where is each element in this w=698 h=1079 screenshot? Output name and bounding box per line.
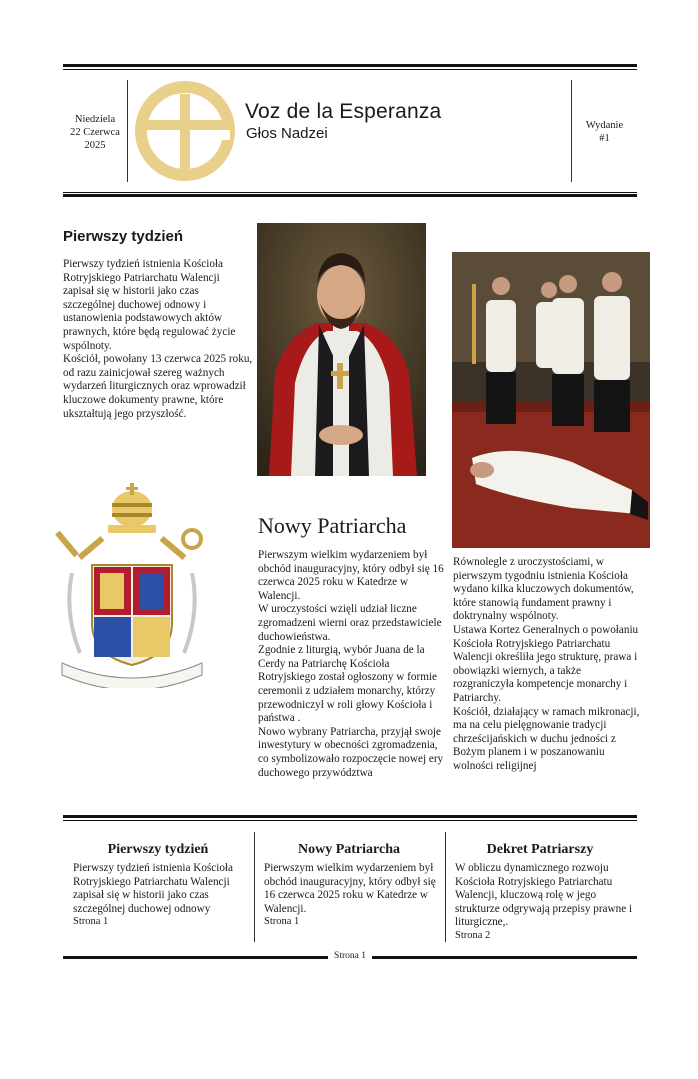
masthead-date	[63, 113, 127, 152]
summary-top-rule-thick	[63, 815, 637, 818]
edition-number: #1	[599, 133, 610, 144]
page-number: Strona 1	[328, 951, 372, 961]
edition-info	[572, 119, 637, 145]
paragraph: Pierwszy tydzień istnienia Kościoła Rotryjskiego Patriarchatu Walencji zapisał się w historii jako czas szczególnej duchowej odnowy i ustanowienia podstawowych aktów prawnych, które będą regulować życie wspólnoty.	[63, 258, 236, 352]
summary-title: Nowy Patriarcha	[298, 842, 400, 857]
paragraph: Kościół, powołany 13 czerwca 2025 roku, od razu zainicjował szereg ważnych wydarzeń liturgicznych oraz wprowadził kluczowe dokumenty prawne, które ukształtują jego przyszłość.	[63, 353, 253, 420]
summary-title: Dekret Patriarszy	[486, 842, 594, 857]
masthead-day: Niedziela	[74, 114, 116, 125]
ceremony-image	[452, 252, 650, 548]
masthead-bottom-rule-thick	[63, 194, 637, 197]
article-body-nowy-patriarcha	[258, 549, 448, 780]
masthead-divider-left	[127, 80, 128, 182]
paragraph: Nowo wybrany Patriarcha, przyjął swoje inwestytury w obecności zgromadzenia, co symbolizowało rozpoczęcie nowej ery duchowego przywództwa	[258, 725, 444, 779]
article-heading-pierwszy-tydzien: Pierwszy tydzień	[63, 228, 184, 245]
paragraph: W uroczystości wzięli udział liczne zgromadzeni wierni oraz przedstawiciele duchowieństwa.	[258, 603, 442, 643]
summary-page-link[interactable]: Strona 1	[264, 916, 300, 928]
summary-page-link[interactable]: Strona 2	[455, 929, 491, 941]
paragraph: Ustawa Kortez Generalnych o powołaniu Kościoła Rotryjskiego Patriarchatu Walencji określiła jego strukturę, prawa i obowiązki wiernych, a także rozgraniczyła kompetencje monarchy i Patriarchy.	[453, 623, 639, 704]
paragraph: Pierwszym wielkim wydarzeniem był obchód inauguracyjny, który odbył się 16 czerwca 2025 roku w Katedrze w Walencji.	[258, 549, 444, 602]
paragraph: Równolegle z uroczystościami, w pierwszym tygodniu istnienia Kościoła wydano kilka kluczowych dokumentów, które stanowią fundament prawny i doktrynalny wspólnoty.	[453, 556, 634, 623]
edition-label: Wydanie	[585, 120, 624, 131]
paragraph: Kościół, działający w ramach mikronacji, ma na celu pielęgnowanie tradycji chrześcijańskich w duchu jedności z Bożym planem i w poszanowaniu wolności religijnej	[453, 705, 640, 772]
summary-title: Pierwszy tydzień	[107, 842, 209, 857]
newspaper-title: Voz de la Esperanza	[245, 100, 442, 123]
summary-text: W obliczu dynamicznego rozwoju Kościoła Rotryjskiego Patriarchatu Walencji, kluczową rolę w jego strukturze odgrywają przepisy prawne i liturgiczne,.	[455, 862, 633, 929]
patriarch-portrait-image	[257, 223, 426, 476]
masthead-year: 2025	[84, 140, 106, 151]
summary-page-link[interactable]: Strona 1	[73, 916, 109, 928]
summary-text: Pierwszym wielkim wydarzeniem był obchód inauguracyjny, który odbył się 16 czerwca 2025 roku w Katedrze w Walencji.	[264, 862, 436, 915]
summary-box[interactable]	[254, 842, 444, 928]
article-body-pierwszy-tydzien	[63, 258, 253, 421]
masthead-top-rule-thick	[63, 64, 637, 67]
cross-logo-icon	[134, 80, 236, 182]
masthead-bottom-rule-thin	[63, 192, 637, 193]
article-body-dokumenty	[453, 556, 643, 774]
summary-box[interactable]	[445, 842, 635, 942]
newspaper-subtitle: Głos Nadzei	[246, 125, 328, 142]
summary-top-rule-thin	[63, 820, 637, 821]
summary-text: Pierwszy tydzień istnienia Kościoła Rotryjskiego Patriarchatu Walencji zapisał się w historii jako czas szczególnej duchowej odnowy	[73, 862, 234, 915]
coat-of-arms-image	[52, 483, 212, 688]
article-heading-nowy-patriarcha: Nowy Patriarcha	[258, 513, 407, 538]
masthead-date-text: 22 Czerwca	[70, 127, 120, 138]
masthead-top-rule-thin	[63, 69, 637, 70]
summary-box[interactable]	[63, 842, 253, 928]
paragraph: Zgodnie z liturgią, wybór Juana de la Cerdy na Patriarchę Kościoła Rotryjskiego został ogłoszony w formie ceremonii z udziałem monarchy, którzy przewodniczył w roli głowy Kościoła i państwa .	[258, 644, 437, 725]
